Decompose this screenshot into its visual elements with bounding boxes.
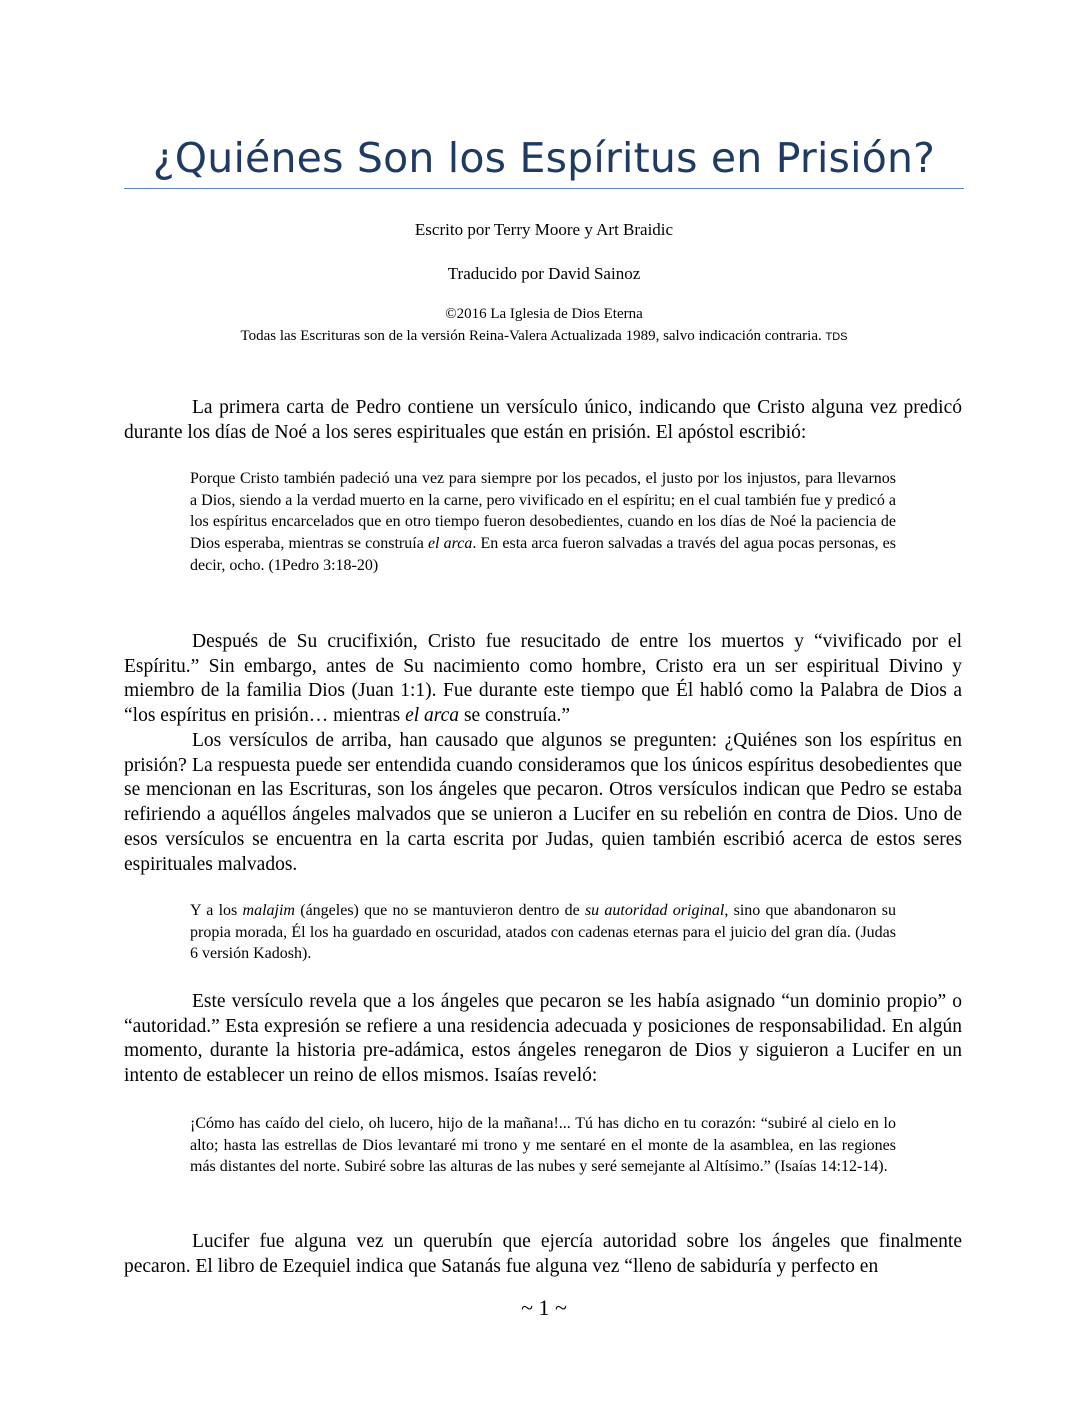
paragraph-2-emphasis: el arca bbox=[405, 705, 460, 727]
quote-1-text-b: . En esta arca fueron salvadas a través del agua pocas personas, es decir, ocho. (1Pedro 3:18-20) bbox=[190, 535, 897, 574]
title-underline bbox=[124, 188, 964, 189]
byline-scripture-version bbox=[124, 328, 964, 345]
byline-translator: Traducido por David Sainoz bbox=[447, 264, 641, 283]
paragraph-2-text-a: Después de Su crucifixión, Cristo fue resucitado de entre los muertos y “vivificado por el Espíritu.” Sin embargo, antes de Su nacimiento como hombre, Cristo era un ser espiritual Divino y miembro de la familia Dios (Juan 1:1). Fue durante este tiempo que Él habló como la Palabra de Dios a “los espíritus en prisión… mientras bbox=[124, 631, 962, 727]
document-title: ¿Quiénes Son los Espíritus en Prisión? bbox=[152, 134, 936, 182]
scripture-version-note: Todas las Escrituras son de la versión Reina-Valera Actualizada 1989, salvo indicación contraria. bbox=[240, 328, 822, 344]
body-paragraph-2 bbox=[124, 630, 962, 729]
paragraph-2-text-b: se construía.” bbox=[463, 705, 571, 727]
byline-copyright: ©2016 La Iglesia de Dios Eterna bbox=[445, 306, 643, 322]
quote-2-emphasis-2: su autoridad original bbox=[584, 902, 725, 919]
body-paragraph-5: Lucifer fue alguna vez un querubín que ejercía autoridad sobre los ángeles que finalmente pecaron. El libro de Ezequiel indica que Satanás fue alguna vez “lleno de sabiduría y perfecto en bbox=[124, 1231, 962, 1277]
tds-tag: TDS bbox=[825, 331, 848, 343]
quote-2-text-b: (ángeles) que no se mantuvieron dentro de bbox=[300, 902, 580, 919]
quote-1-text-a: Porque Cristo también padeció una vez para siempre por los pecados, el justo por los injustos, para llevarnos a Dios, siendo a la verdad muerto en la carne, pero vivificado en el espíritu; en el cual también fue y predicó a los espíritus encarcelados que en otro tiempo fueron desobedientes, cuando en los días de Noé la paciencia de Dios esperaba, mientras se construía bbox=[190, 470, 896, 553]
quote-2-text-c: , sino que abandonaron su propia morada, Él los ha guardado en oscuridad, atados con cadenas eternas para el juicio del gran día. (Judas 6 versión Kadosh). bbox=[190, 902, 897, 963]
block-quote-2 bbox=[190, 900, 896, 965]
block-quote-1 bbox=[190, 468, 896, 577]
body-paragraph-1: La primera carta de Pedro contiene un versículo único, indicando que Cristo alguna vez predicó durante los días de Noé a los seres espirituales que están en prisión. El apóstol escribió: bbox=[124, 397, 962, 443]
body-paragraph-3: Los versículos de arriba, han causado que algunos se pregunten: ¿Quiénes son los espíritus en prisión? La respuesta puede ser entendida cuando consideramos que los únicos espíritus desobedientes que se mencionan en las Escrituras, son los ángeles que pecaron. Otros versículos indican que Pedro se estaba refiriendo a aquéllos ángeles malvados que se unieron a Lucifer en su rebelión en contra de Dios. Uno de esos versículos se encuentra en la carta escrita por Judas, quien también escribió acerca de estos seres espirituales malvados. bbox=[124, 730, 962, 875]
page-number: ~ 1 ~ bbox=[521, 1295, 567, 1320]
body-paragraph-4: Este versículo revela que a los ángeles que pecaron se les había asignado “un dominio propio” o “autoridad.” Esta expresión se refiere a una residencia adecuada y posiciones de responsabilidad. En algún momento, durante la historia pre-adámica, estos ángeles renegaron de Dios y siguieron a Lucifer en un intento de establecer un reino de ellos mismos. Isaías reveló: bbox=[124, 991, 962, 1087]
quote-2-text-a: Y a los bbox=[190, 902, 238, 919]
byline-authors: Escrito por Terry Moore y Art Braidic bbox=[414, 220, 674, 239]
quote-1-emphasis: el arca bbox=[427, 535, 473, 553]
quote-2-emphasis-1: malajim bbox=[242, 902, 295, 919]
block-quote-3: ¡Cómo has caído del cielo, oh lucero, hijo de la mañana!... Tú has dicho en tu corazón: “subiré al cielo en lo alto; hasta las estrellas de Dios levantaré mi trono y me sentaré en el monte de la asamblea, en las regiones más distantes del norte. Subiré sobre las alturas de las nubes y seré semejante al Altísimo.” (Isaías 14:12-14). bbox=[190, 1115, 896, 1176]
